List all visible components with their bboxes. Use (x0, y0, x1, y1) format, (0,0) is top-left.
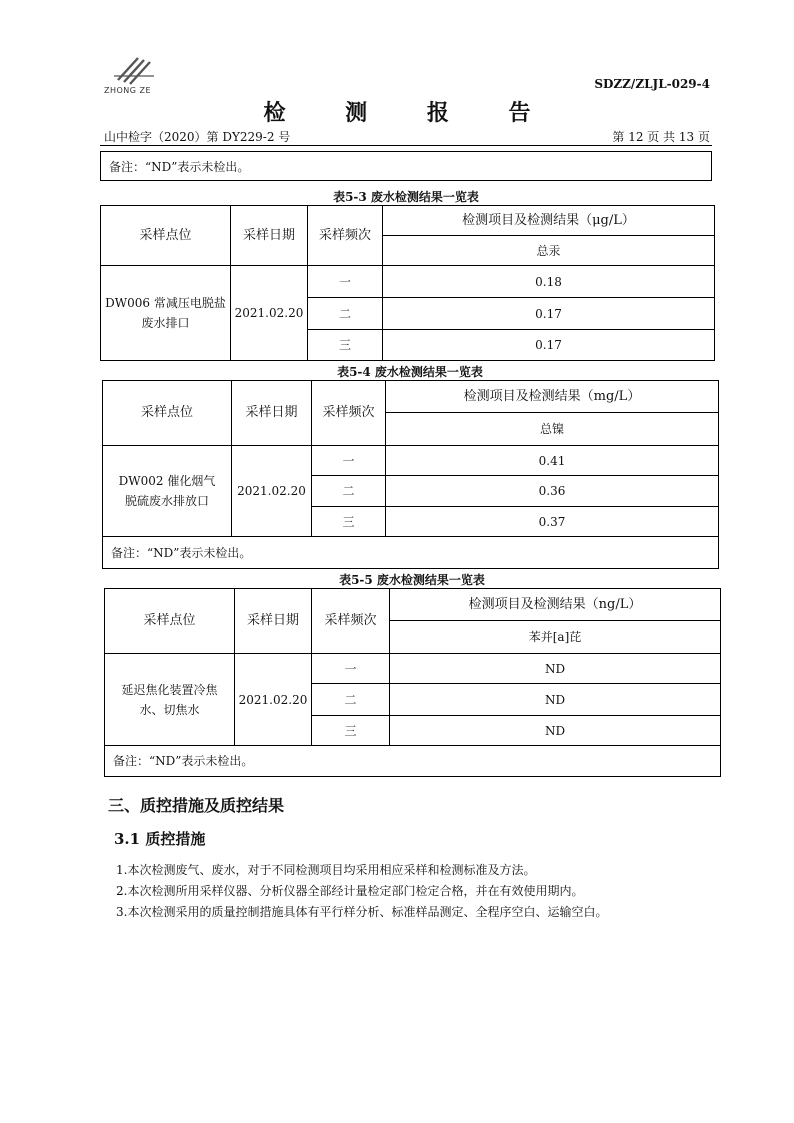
table-5-5-note: 备注：“ND”表示未检出。 (105, 746, 721, 777)
top-note-box (100, 151, 712, 181)
page-title: 检 测 报 告 (263, 100, 557, 126)
table-5-4 (102, 380, 719, 569)
paragraph: 2.本次检测所用采样仪器、分析仪器全部经计量检定部门检定合格，并在有效使用期内。 (116, 884, 584, 898)
value-cell: ND (390, 684, 721, 716)
table-5-5 (104, 588, 721, 777)
header-frequency: 采样频次 (312, 589, 390, 654)
table-5-3 (100, 205, 715, 361)
sample-date: 2021.02.20 (232, 446, 312, 537)
top-note-text: 备注：“ND”表示未检出。 (109, 159, 250, 174)
header-items: 检测项目及检测结果（ng/L） (390, 589, 721, 621)
document-code: SDZZ/ZLJL-029-4 (594, 77, 710, 91)
header-items: 检测项目及检测结果（μg/L） (383, 206, 715, 236)
sample-date: 2021.02.20 (235, 654, 312, 746)
value-cell: 0.18 (383, 266, 715, 298)
frequency-cell: 一 (312, 446, 386, 476)
header-date: 采样日期 (232, 381, 312, 446)
section-3-1-heading: 3.1 质控措施 (114, 830, 206, 848)
table-5-3-caption: 表5-3 废水检测结果一览表 (333, 190, 479, 204)
page-number: 第 12 页 共 13 页 (612, 130, 710, 144)
frequency-cell: 二 (308, 298, 383, 330)
frequency-cell: 二 (312, 684, 390, 716)
item-name: 总镍 (386, 413, 719, 446)
paragraph: 3.本次检测采用的质量控制措施具体有平行样分析、标准样品测定、全程序空白、运输空白。 (116, 905, 608, 919)
header-divider (100, 145, 712, 146)
value-cell: 0.17 (383, 330, 715, 361)
frequency-cell: 一 (308, 266, 383, 298)
value-cell: 0.36 (386, 476, 719, 507)
header-date: 采样日期 (235, 589, 312, 654)
header-frequency: 采样频次 (312, 381, 386, 446)
item-name: 总汞 (383, 236, 715, 266)
value-cell: ND (390, 716, 721, 746)
logo-text: ZHONG ZE (104, 86, 152, 95)
value-cell: 0.17 (383, 298, 715, 330)
header-location: 采样点位 (105, 589, 235, 654)
value-cell: 0.41 (386, 446, 719, 476)
table-5-5-caption: 表5-5 废水检测结果一览表 (339, 573, 485, 587)
frequency-cell: 一 (312, 654, 390, 684)
table-5-4-caption: 表5-4 废水检测结果一览表 (337, 365, 483, 379)
frequency-cell: 三 (308, 330, 383, 361)
paragraph: 1.本次检测废气、废水，对于不同检测项目均采用相应采样和检测标准及方法。 (116, 863, 536, 877)
frequency-cell: 三 (312, 716, 390, 746)
frequency-cell: 三 (312, 507, 386, 537)
value-cell: 0.37 (386, 507, 719, 537)
header-items: 检测项目及检测结果（mg/L） (386, 381, 719, 413)
header-location: 采样点位 (101, 206, 231, 266)
value-cell: ND (390, 654, 721, 684)
sample-location: 延迟焦化装置冷焦水、切焦水 (105, 654, 235, 746)
section-3-heading: 三、质控措施及质控结果 (108, 796, 285, 815)
header-frequency: 采样频次 (308, 206, 383, 266)
header-date: 采样日期 (231, 206, 308, 266)
sample-location: DW006 常减压电脱盐废水排口 (101, 266, 231, 361)
table-5-4-note: 备注：“ND”表示未检出。 (103, 537, 719, 569)
item-name: 苯并[a]芘 (390, 621, 721, 654)
frequency-cell: 二 (312, 476, 386, 507)
report-number: 山中检字（2020）第 DY229-2 号 (104, 130, 291, 144)
sample-date: 2021.02.20 (231, 266, 308, 361)
header-location: 采样点位 (103, 381, 232, 446)
sample-location: DW002 催化烟气脱硫废水排放口 (103, 446, 232, 537)
